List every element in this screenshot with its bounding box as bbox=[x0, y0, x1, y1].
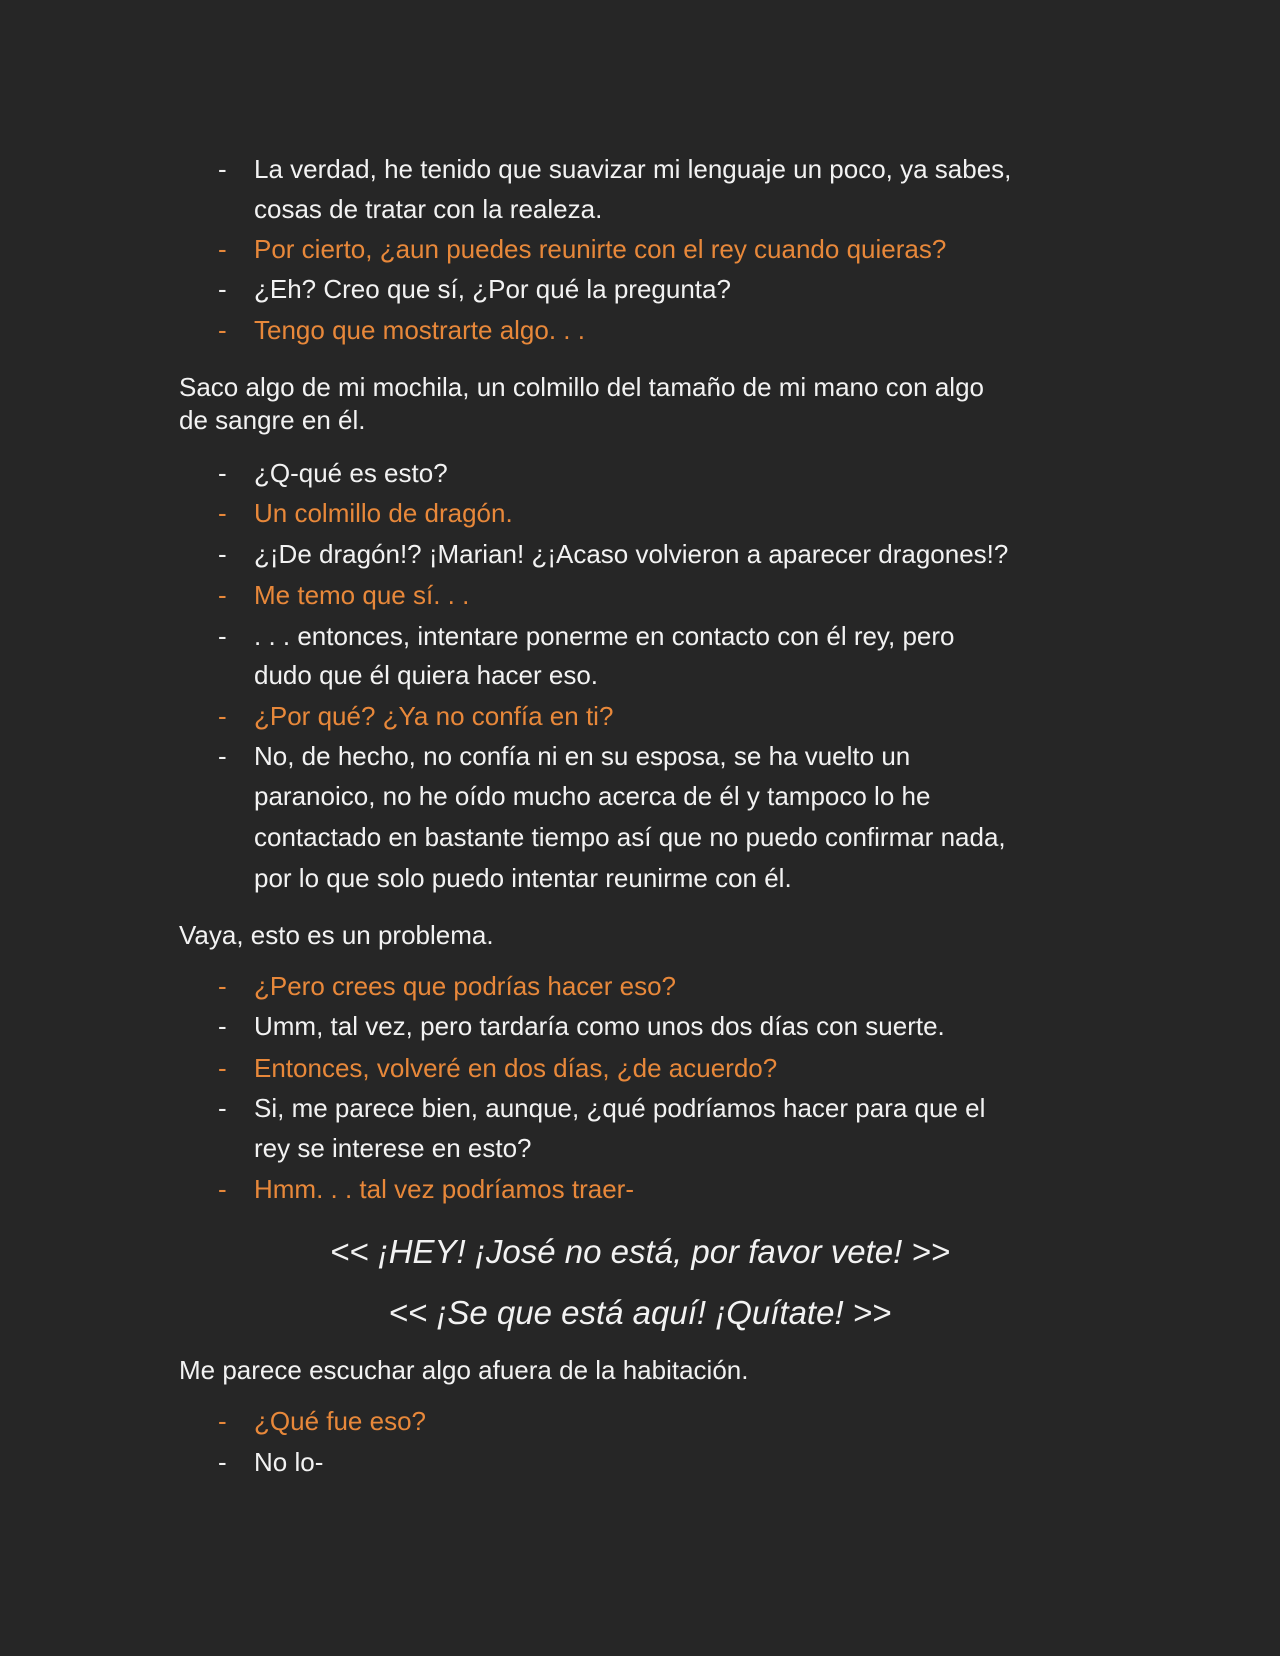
line-text: cosas de tratar con la realeza. bbox=[254, 194, 603, 224]
line-text: ¿Q-qué es esto? bbox=[254, 458, 448, 488]
bullet-dash: - bbox=[218, 971, 227, 1001]
line-text: Si, me parece bien, aunque, ¿qué podríamos hacer para que el bbox=[254, 1093, 986, 1123]
bullet-dash: - bbox=[218, 1406, 227, 1436]
offscreen-shout: << ¡Se que está aquí! ¡Quítate! >> bbox=[388, 1294, 892, 1331]
bullet-dash: - bbox=[218, 621, 227, 651]
bullet-dash: - bbox=[218, 1174, 227, 1204]
line-text: ¿¡De dragón!? ¡Marian! ¿¡Acaso volvieron a aparecer dragones!? bbox=[254, 539, 1009, 569]
line-text: Un colmillo de dragón. bbox=[254, 498, 513, 528]
bullet-dash: - bbox=[218, 154, 227, 184]
line-text: Por cierto, ¿aun puedes reunirte con el rey cuando quieras? bbox=[254, 234, 947, 264]
line-text: rey se interese en esto? bbox=[254, 1133, 532, 1163]
narration: Vaya, esto es un problema. bbox=[179, 920, 494, 950]
bullet-dash: - bbox=[218, 1053, 227, 1083]
bullet-dash: - bbox=[218, 539, 227, 569]
line-text: dudo que él quiera hacer eso. bbox=[254, 660, 599, 690]
narration: de sangre en él. bbox=[179, 405, 366, 435]
bullet-dash: - bbox=[218, 274, 227, 304]
line-text: contactado en bastante tiempo así que no puedo confirmar nada, bbox=[254, 822, 1006, 852]
line-text: por lo que solo puedo intentar reunirme con él. bbox=[254, 863, 792, 893]
bullet-dash: - bbox=[218, 315, 227, 345]
line-text: La verdad, he tenido que suavizar mi lenguaje un poco, ya sabes, bbox=[254, 154, 1012, 184]
narration: Saco algo de mi mochila, un colmillo del tamaño de mi mano con algo bbox=[179, 372, 984, 402]
bullet-dash: - bbox=[218, 701, 227, 731]
line-text: No lo- bbox=[254, 1447, 324, 1477]
bullet-dash: - bbox=[218, 580, 227, 610]
bullet-dash: - bbox=[218, 1011, 227, 1041]
line-text: paranoico, no he oído mucho acerca de él y tampoco lo he bbox=[254, 781, 931, 811]
line-text: Me temo que sí. . . bbox=[254, 580, 470, 610]
line-text: Tengo que mostrarte algo. . . bbox=[254, 315, 585, 345]
bullet-dash: - bbox=[218, 1447, 227, 1477]
line-text: Hmm. . . tal vez podríamos traer- bbox=[254, 1174, 634, 1204]
line-text: ¿Eh? Creo que sí, ¿Por qué la pregunta? bbox=[254, 274, 731, 304]
bullet-dash: - bbox=[218, 458, 227, 488]
offscreen-shout: << ¡HEY! ¡José no está, por favor vete! >> bbox=[330, 1233, 950, 1270]
bullet-dash: - bbox=[218, 741, 227, 771]
bullet-dash: - bbox=[218, 1093, 227, 1123]
bullet-dash: - bbox=[218, 498, 227, 528]
line-text: Umm, tal vez, pero tardaría como unos dos días con suerte. bbox=[254, 1011, 945, 1041]
narration: Me parece escuchar algo afuera de la habitación. bbox=[179, 1355, 749, 1385]
line-text: Entonces, volveré en dos días, ¿de acuerdo? bbox=[254, 1053, 778, 1083]
bullet-dash: - bbox=[218, 234, 227, 264]
line-text: . . . entonces, intentare ponerme en contacto con él rey, pero bbox=[254, 621, 955, 651]
line-text: ¿Pero crees que podrías hacer eso? bbox=[254, 971, 677, 1001]
line-text: No, de hecho, no confía ni en su esposa, se ha vuelto un bbox=[254, 741, 911, 771]
line-text: ¿Qué fue eso? bbox=[254, 1406, 426, 1436]
line-text: ¿Por qué? ¿Ya no confía en ti? bbox=[254, 701, 614, 731]
